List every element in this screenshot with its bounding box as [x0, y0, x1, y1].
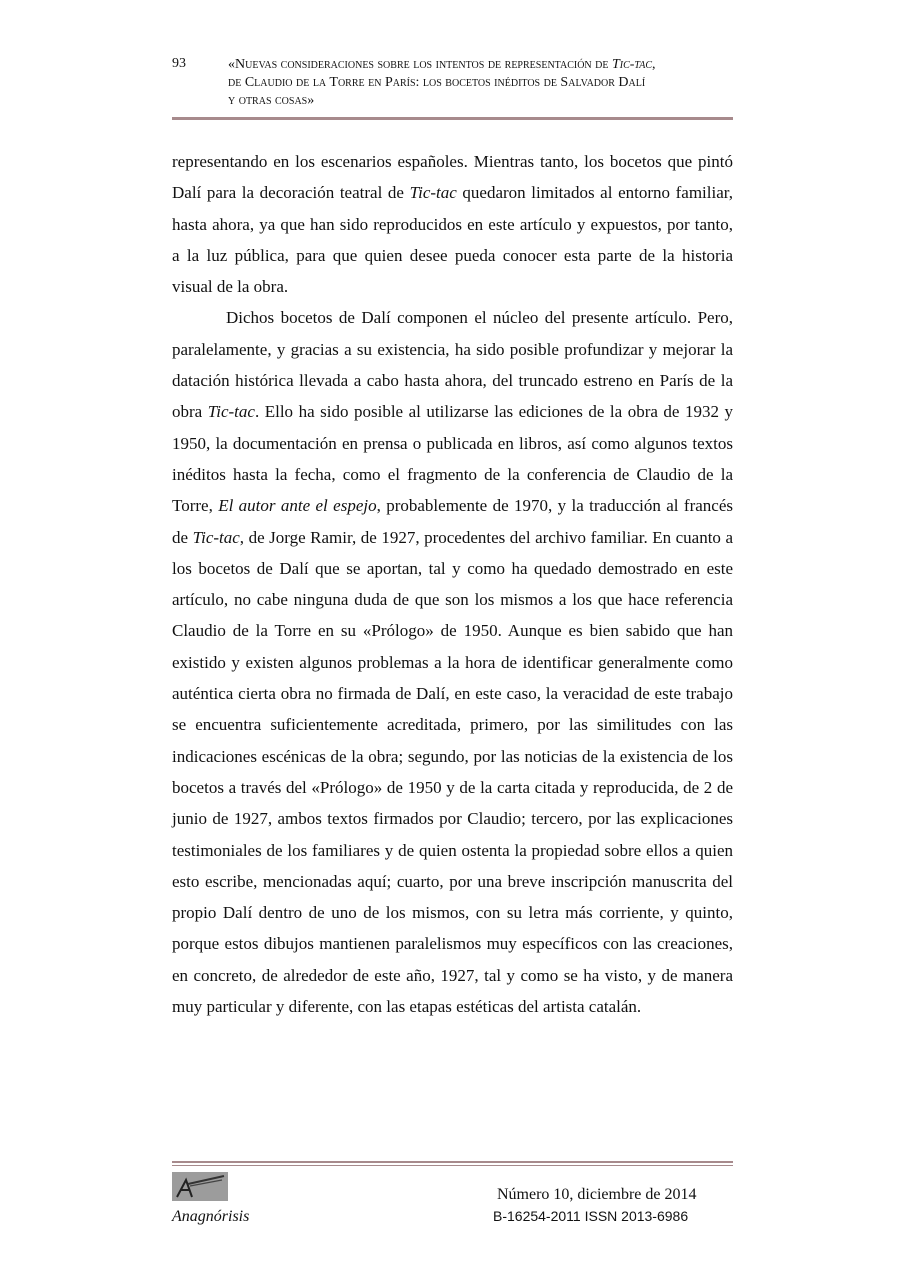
- paragraph: representando en los escenarios españoles. Mientras tanto, los bocetos que pintó Dalí para la decoración teatral de Tic-tac quedaron limitados al entorno familiar, hasta ahora, ya que han sido reproducidos en este artículo y expuestos, por tanto, a la luz pública, para que quien desee pueda conocer esta parte de la historia visual de la obra.: [172, 152, 733, 297]
- paragraph: Dichos bocetos de Dalí componen el núcleo del presente artículo. Pero, paralelamente, y gracias a su existencia, ha sido posible profundizar y mejorar la datación histórica llevada a cabo hasta ahora, del truncado estreno en París de la obra Tic-tac. Ello ha sido posible al utilizarse las ediciones de la obra de 1932 y 1950, la documentación en prensa o publicada en libros, así como algunos textos inéditos hasta la fecha, como el fragmento de la conferencia de Claudio de la Torre, El autor ante el espejo, probablemente de 1970, y la traducción al francés de Tic-tac, de Jorge Ramir, de 1927, procedentes del archivo familiar. En cuanto a los bocetos de Dalí que se aportan, tal y como ha quedado demostrado en este artículo, no cabe ninguna duda de que son los mismos a los que hace referencia Claudio de la Torre en su «Prólogo» de 1950. Aunque es bien sabido que han existido y existen algunos problemas a la hora de identificar generalmente como auténtica cierta obra no firmada de Dalí, en este caso, la veracidad de este trabajo se encuentra suficientemente acreditada, primero, por las similitudes con las indicaciones escénicas de la obra; segundo, por las noticias de la existencia de los bocetos a través del «Prólogo» de 1950 y de la carta citada y reproducida, de 2 de junio de 1927, ambos textos firmados por Claudio; tercero, por las explicaciones testimoniales de los familiares y de quien ostenta la propiedad sobre ellos a quien esto escribe, mencionadas aquí; cuarto, por una breve inscripción manuscrita del propio Dalí dentro de uno de los mismos, con su letra más corriente, y quinto, porque estos dibujos mantienen paralelismos muy específicos con las creaciones, en concreto, de alrededor de este año, 1927, tal y como se ha visto, y de manera muy particular y diferente, con las etapas estéticas del artista catalán.: [172, 308, 733, 1017]
- footer-rule: [172, 1161, 733, 1163]
- body-text: [172, 146, 733, 1022]
- running-head-line: y otras cosas»: [228, 93, 315, 108]
- journal-logo: [172, 1172, 228, 1201]
- legal-info: B-16254-2011 ISSN 2013-6986: [493, 1208, 689, 1224]
- running-head-line: de Claudio de la Torre en París: los bocetos inéditos de Salvador Dalí: [228, 75, 646, 90]
- issue-info: Número 10, diciembre de 2014: [497, 1186, 697, 1203]
- header-rule: [172, 117, 733, 120]
- journal-name: Anagnórisis: [172, 1208, 250, 1225]
- page-number: 93: [172, 56, 186, 71]
- footer-rule: [172, 1165, 733, 1166]
- running-head: [228, 56, 748, 110]
- running-head-line: «Nuevas consideraciones sobre los intentos de representación de Tic-tac,: [228, 57, 656, 72]
